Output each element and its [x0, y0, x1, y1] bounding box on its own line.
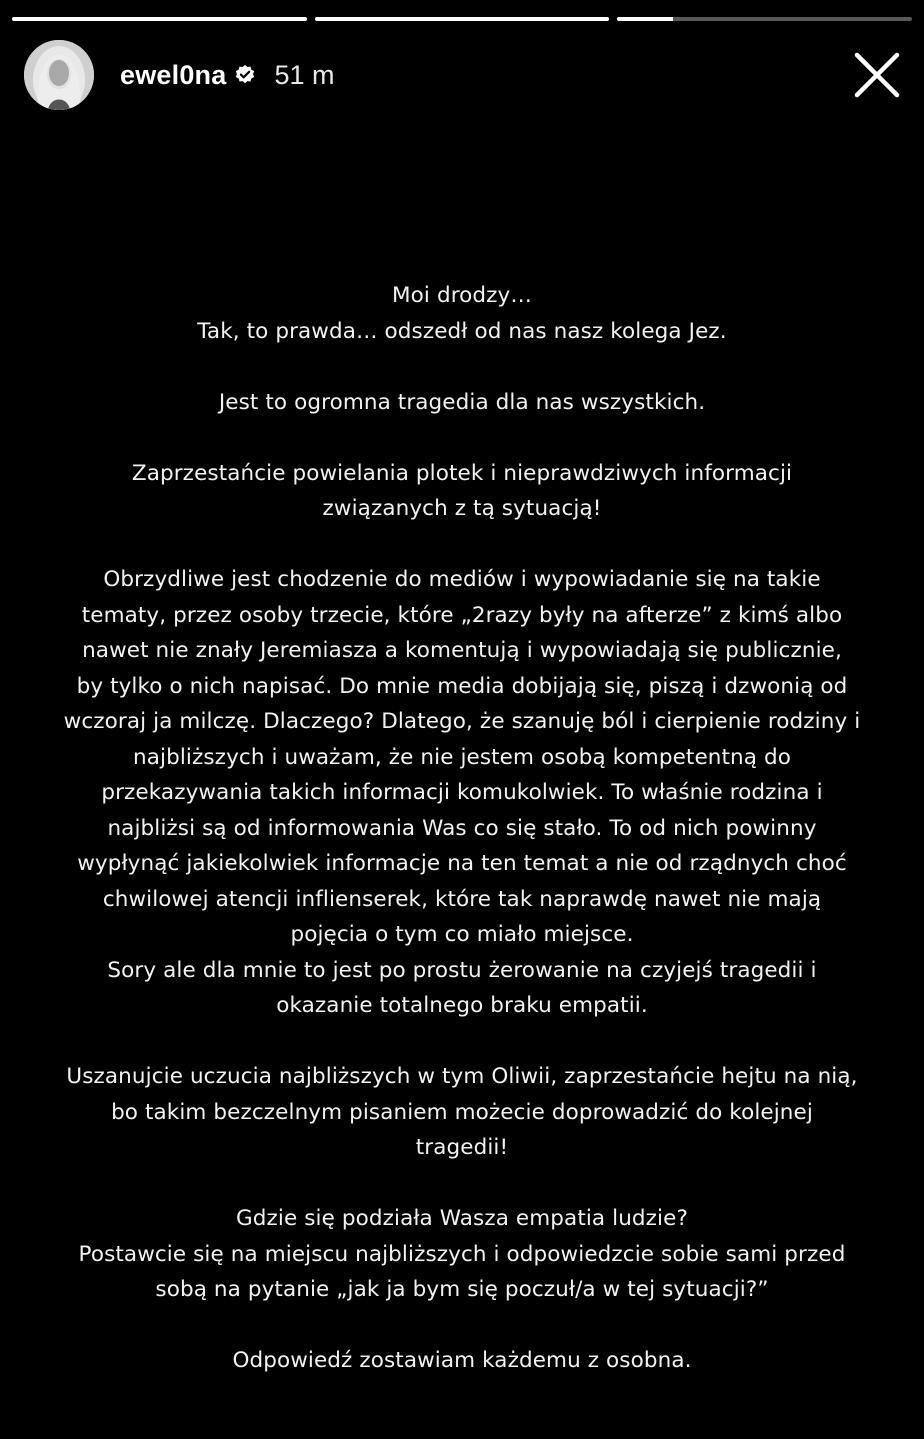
story-header: [24, 40, 904, 110]
story-line: wypłynąć jakiekolwiek informacje na ten temat a nie od rządnych choć: [77, 851, 847, 876]
progress-segment-1: [12, 17, 307, 21]
username[interactable]: ewel0na: [120, 59, 227, 90]
progress-fill-1: [12, 17, 307, 21]
story-line: okazanie totalnego braku empatii.: [276, 993, 648, 1018]
story-line: najbliższych i uważam, że nie jestem osobą kompetentną do: [133, 744, 791, 770]
story-line: Obrzydliwe jest chodzenie do mediów i wypowiadanie się na takie: [103, 567, 821, 592]
story-line: Odpowiedź zostawiam każdemu z osobna.: [232, 1348, 692, 1373]
story-line: by tylko o nich napisać. Do mnie media dobijają się, piszą i dzwonią od: [76, 673, 848, 699]
story-line: Moi drodzy…: [392, 283, 532, 308]
blank-line: [16, 420, 908, 456]
story-line: pojęcia o tym co miało miejsce.: [290, 922, 634, 947]
blank-line: [16, 527, 908, 563]
story-line: związanych z tą sytuacją!: [322, 496, 602, 521]
progress-segment-2: [315, 17, 610, 21]
story-line: chwilowej atencji inflienserek, które tak naprawdę nawet nie mają: [102, 886, 822, 912]
progress-fill-3: [617, 17, 673, 21]
verified-badge-icon: [234, 64, 256, 86]
story-line: Sory ale dla mnie to jest po prostu żerowanie na czyjejś tragedii i: [107, 957, 817, 983]
story-line: Uszanujcie uczucia najbliższych w tym Oliwii, zaprzestańcie hejtu na nią,: [66, 1064, 858, 1089]
story-line: Jest to ogromna tragedia dla nas wszystkich.: [218, 389, 706, 415]
story-line: tragedii!: [415, 1135, 509, 1160]
story-line: sobą na pytanie „jak ja bym się poczuł/a w tej sytuacji?”: [155, 1277, 769, 1302]
story-line: wczoraj ja milczę. Dlaczego? Dlatego, że szanuję ból i cierpienie rodziny i: [63, 709, 861, 734]
story-text: [16, 278, 908, 1379]
avatar[interactable]: [24, 40, 94, 110]
avatar-image: [24, 40, 94, 110]
story-line: nawet nie znały Jeremiasza a komentują i wypowiadają się publicznie,: [82, 638, 842, 663]
story-line: najbliżsi są od informowania Was co się stało. To od nich powinny: [107, 815, 817, 841]
story-line: Zaprzestańcie powielania plotek i nieprawdziwych informacji: [131, 460, 793, 486]
progress-segment-3: [617, 17, 912, 21]
close-button[interactable]: [850, 48, 904, 102]
story-line: przekazywania takich informacji komukolwiek. To właśnie rodzina i: [101, 780, 823, 805]
blank-line: [16, 1166, 908, 1202]
story-line: Postawcie się na miejscu najbliższych i odpowiedzcie sobie sami przed: [78, 1241, 846, 1267]
blank-line: [16, 1308, 908, 1344]
story-line: bo takim bezczelnym pisaniem możecie doprowadzić do kolejnej: [111, 1099, 813, 1125]
post-time: 51 m: [274, 59, 335, 90]
close-icon: [850, 48, 904, 102]
story-line: Gdzie się podziała Wasza empatia ludzie?: [236, 1206, 688, 1231]
story-progress-bar: [12, 17, 912, 21]
story-line: Tak, to prawda… odszedł od nas nasz kolega Jez.: [197, 318, 727, 344]
progress-fill-2: [315, 17, 610, 21]
story-line: tematy, przez osoby trzecie, które „2razy były na afterze” z kimś albo: [81, 602, 843, 628]
blank-line: [16, 1024, 908, 1060]
blank-line: [16, 349, 908, 385]
